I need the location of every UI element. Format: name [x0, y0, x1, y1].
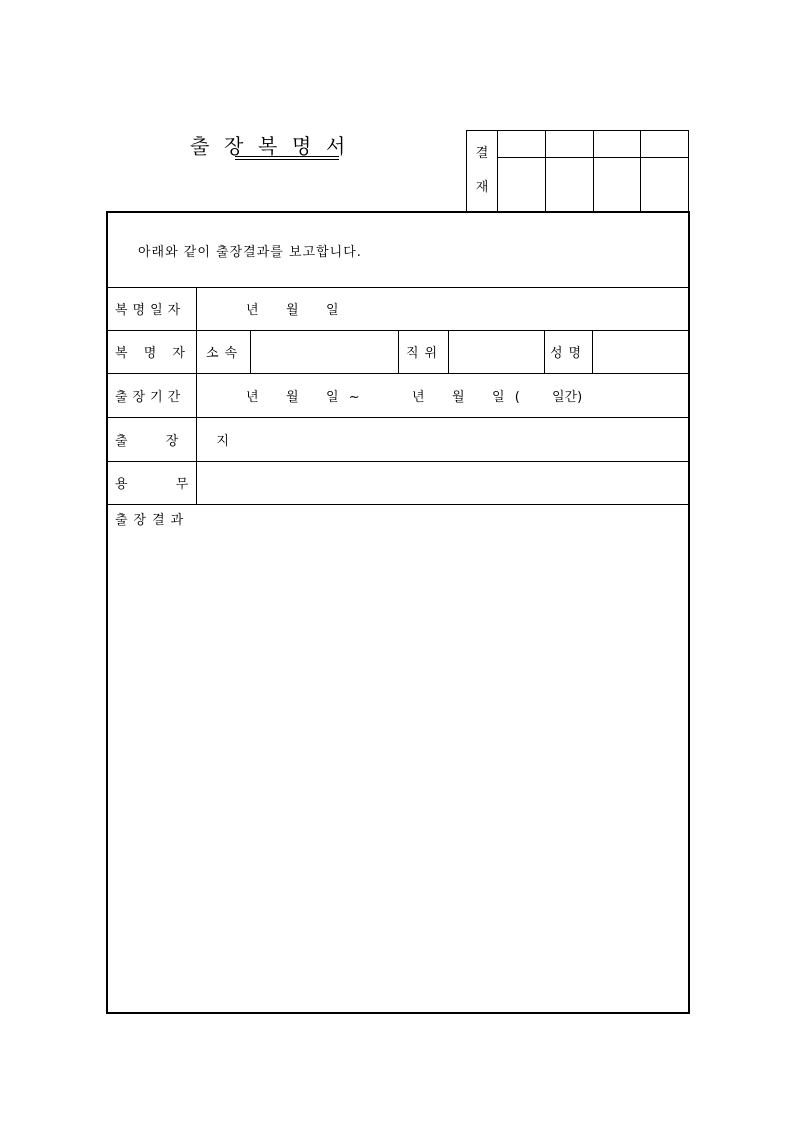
approval-sign-cell[interactable] — [593, 158, 641, 212]
approval-sign-cell[interactable] — [641, 158, 689, 212]
title-char: 복 — [258, 134, 278, 158]
destination-row — [108, 417, 688, 462]
end-month-unit: 월 — [452, 389, 465, 405]
approval-header-cell[interactable] — [545, 131, 593, 158]
day-unit: 일 — [326, 303, 339, 318]
approval-sign-cell[interactable] — [498, 158, 546, 212]
period-label: 출장기간 — [115, 389, 186, 405]
report-form — [106, 211, 690, 1014]
end-day-unit: 일 ( — [492, 389, 523, 405]
approval-table — [466, 130, 689, 212]
title-char: 장 — [224, 134, 244, 158]
approval-label-top: 결 — [475, 146, 489, 161]
divider — [544, 330, 545, 373]
approval-label-bottom: 재 — [475, 180, 489, 195]
approval-header-cell[interactable] — [593, 131, 641, 158]
affiliation-label: 소속 — [206, 346, 244, 361]
divider — [250, 330, 251, 373]
title-char: 출 — [190, 134, 210, 158]
position-label: 직위 — [406, 346, 444, 361]
divider — [196, 287, 197, 330]
title-underline — [235, 156, 339, 160]
start-month-unit: 월 — [286, 389, 299, 405]
divider — [196, 417, 197, 461]
divider — [398, 330, 399, 373]
intro-row — [108, 213, 688, 288]
year-unit: 년 — [246, 303, 259, 318]
report-date-label: 복명일자 — [115, 303, 186, 318]
business-label-text: 용 무 — [115, 477, 189, 492]
intro-text: 아래와 같이 출장결과를 보고합니다. — [138, 244, 362, 260]
approval-header-cell[interactable] — [498, 131, 546, 158]
approval-header-cell[interactable] — [641, 131, 689, 158]
divider — [196, 461, 197, 504]
divider — [592, 330, 593, 373]
divider — [196, 373, 197, 417]
page-title — [190, 130, 360, 159]
start-day-unit: 일 ~ — [326, 389, 363, 405]
destination-label: 출 장 지 — [115, 433, 246, 449]
report-date-row — [108, 287, 688, 331]
result-label: 출장결과 — [115, 513, 190, 528]
days-unit: 일간) — [552, 389, 583, 405]
end-year-unit: 년 — [412, 389, 425, 405]
business-label — [115, 461, 189, 504]
divider — [196, 330, 197, 373]
business-row — [108, 461, 688, 505]
title-char: 서 — [326, 134, 346, 158]
divider — [448, 330, 449, 373]
result-content-area[interactable] — [196, 513, 684, 1008]
period-row — [108, 373, 688, 418]
approval-sign-cell[interactable] — [545, 158, 593, 212]
month-unit: 월 — [286, 303, 299, 318]
approval-label — [467, 131, 498, 212]
name-label: 성명 — [550, 346, 588, 361]
reporter-label: 복 명 자 — [115, 346, 191, 361]
title-char: 명 — [292, 134, 312, 158]
reporter-row — [108, 330, 688, 374]
start-year-unit: 년 — [246, 389, 259, 405]
